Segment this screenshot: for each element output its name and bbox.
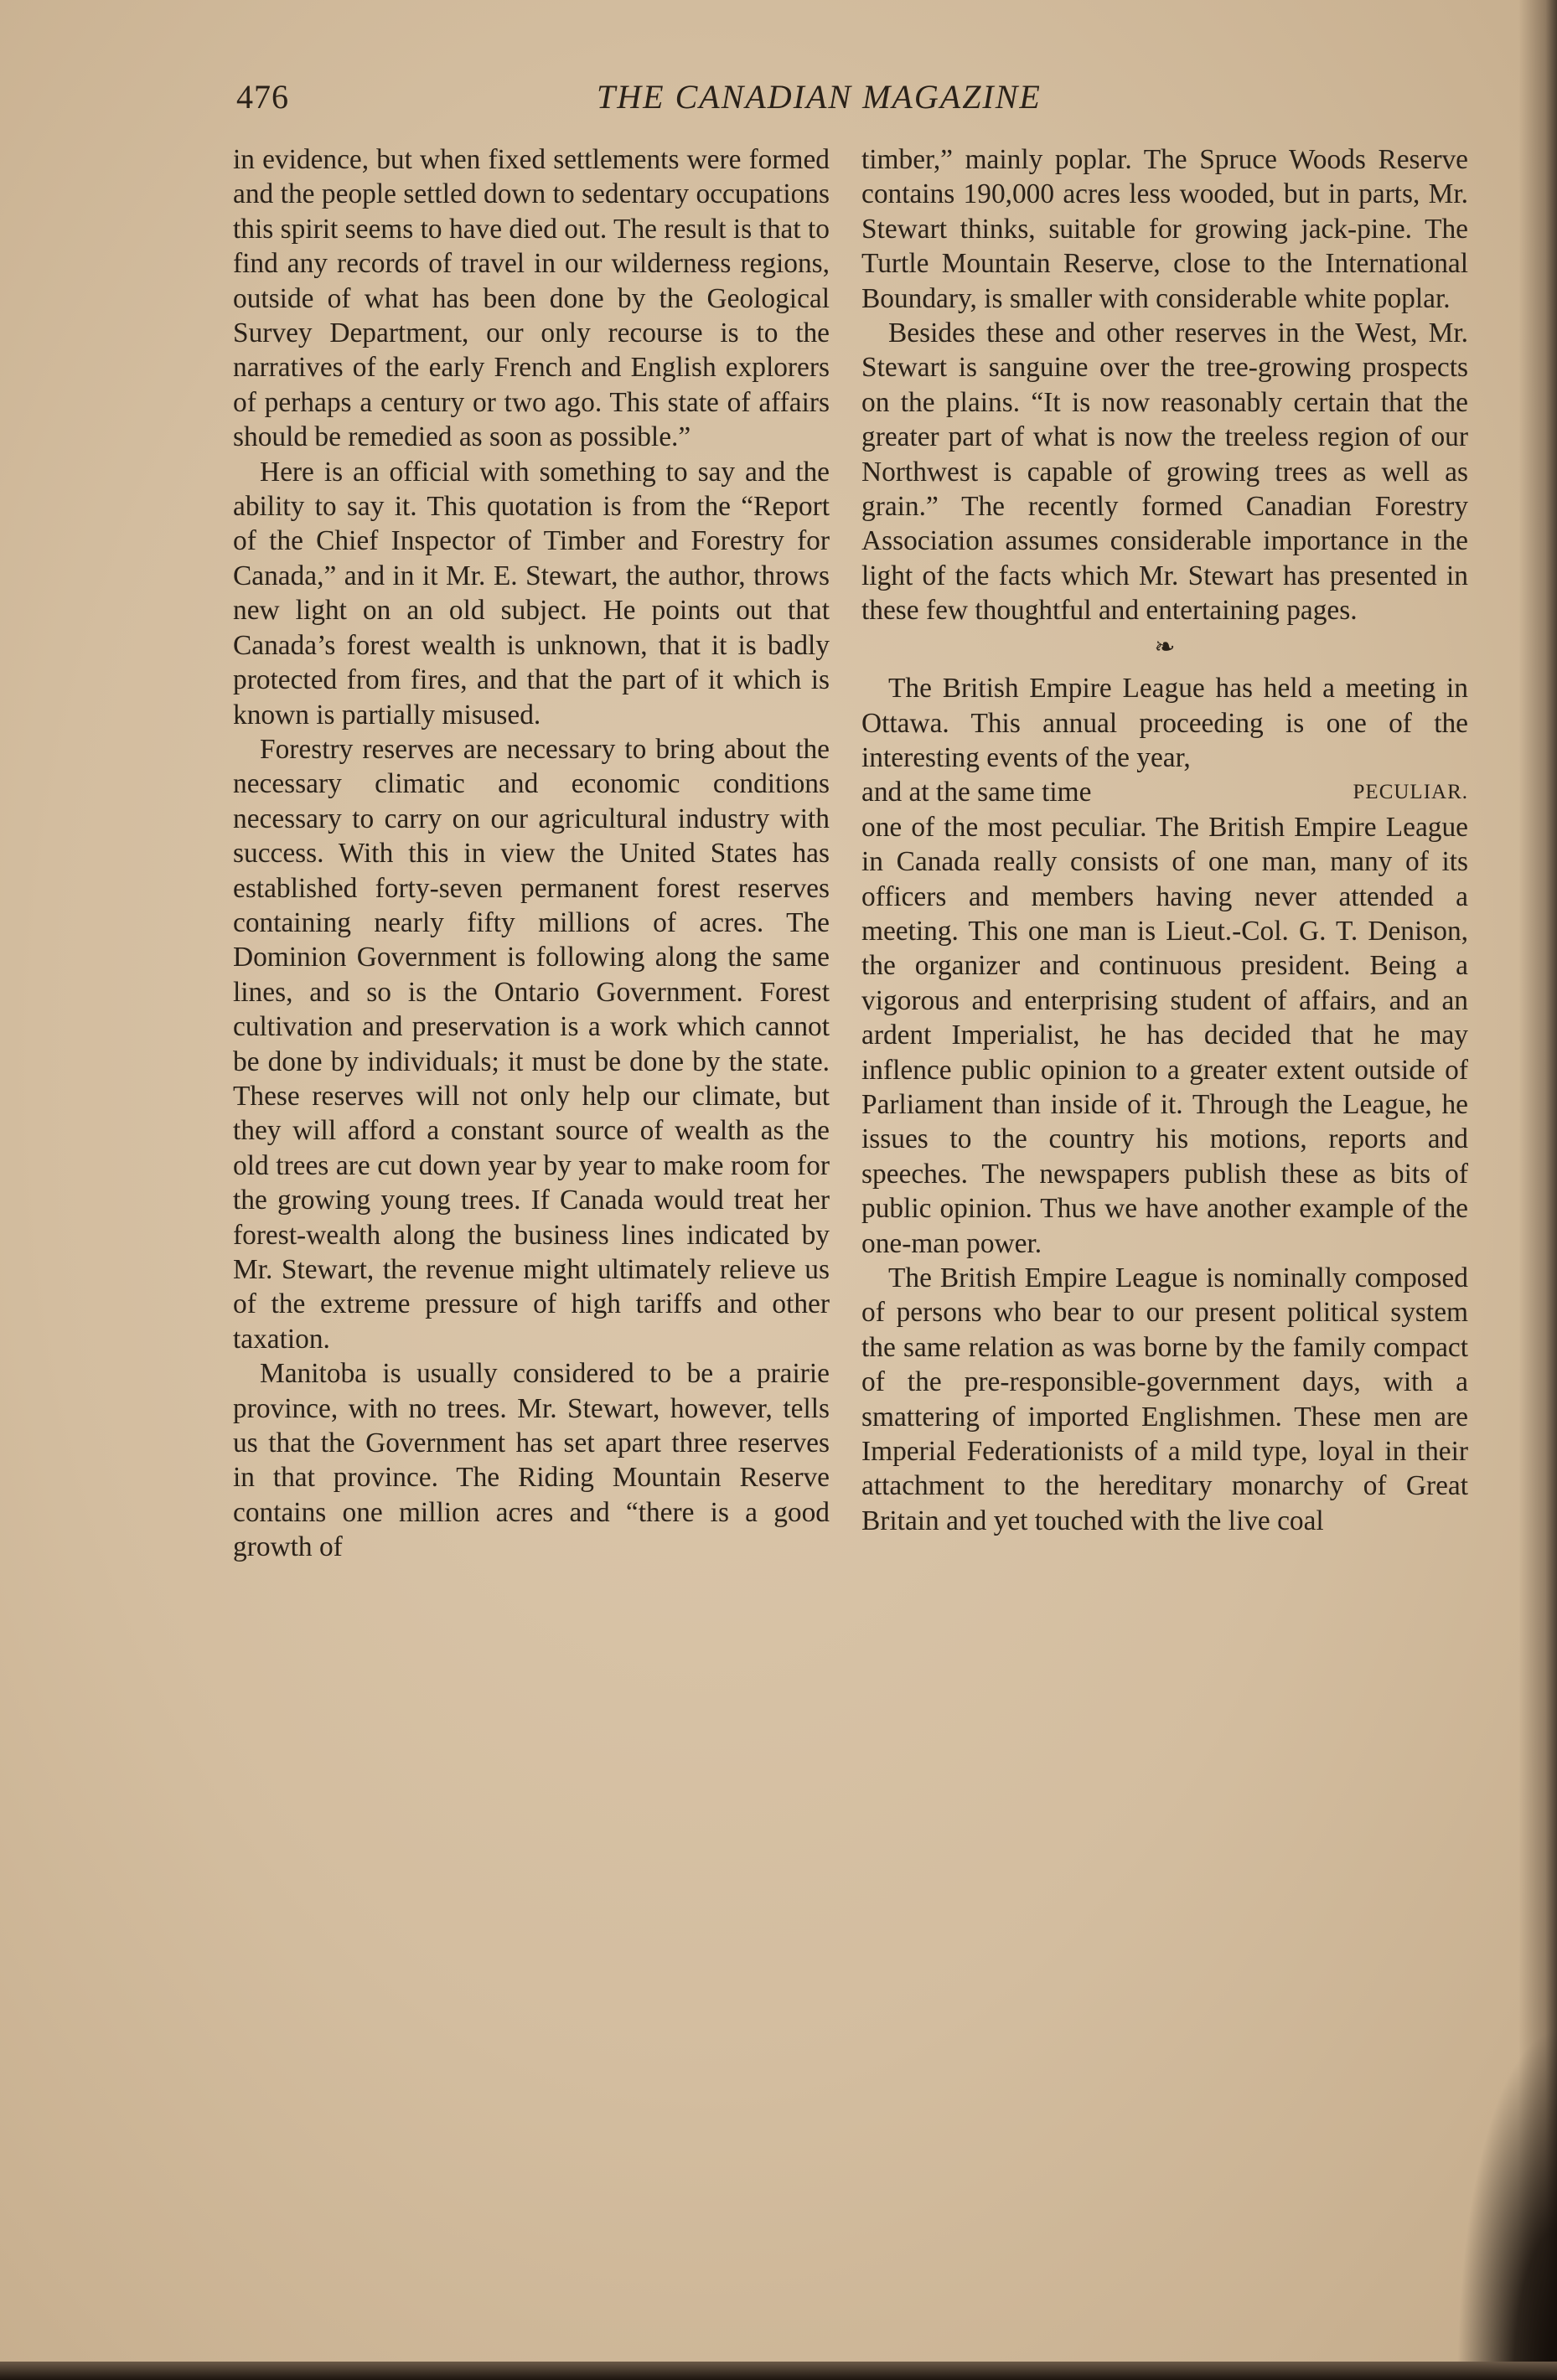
running-title: THE CANADIAN MAGAZINE [597,78,1042,116]
page-number: 476 [236,78,289,116]
margin-sidenote: PECULIAR. [1353,781,1468,804]
paragraph: Manitoba is usually considered to be a prairie province, with no trees. Mr. Stewart, however, tells us that the Government has set apart three reserves in that province. The Riding Mountain Reserve contains one million acres and “there is a good growth of [233,1358,830,1563]
sidenote-line [861,775,1468,809]
paragraph: Besides these and other reserves in the West, Mr. Stewart is sanguine over the tree-growing prospects on the plains. “It is now reasonably certain that the greater part of what is now the treeless region of our Northwest is capable of growing trees as well as grain.” The recently formed Canadian Forestry Association assumes considerable importance in the light of the facts which Mr. Stewart has presented in these few thoughtful and entertaining pages. [861,318,1468,627]
paragraph: The British Empire League is nominally composed of persons who bear to our present political system the same relation as was borne by the family compact of the pre-responsible-government days, with a smattering of imported Englishmen. These men are Imperial Federationists of a mild type, loyal in their attachment to the hereditary monarchy of Great Britain and yet touched with the live coal [861,1262,1468,1536]
section-ornament: ❧ [1154,632,1176,661]
paragraph: timber,” mainly poplar. The Spruce Woods Reserve contains 190,000 acres less wooded, but in parts, Mr. Stewart thinks, suitable for growing jack-pine. The Turtle Mountain Reserve, close to the International Boundary, is smaller with considerable white poplar. [861,144,1468,314]
paragraph: in evidence, but when fixed settlements were formed and the people settled down to sedentary occupations this spirit seems to have died out. The result is that to find any records of travel in our wilderness regions, outside of what has been done by the Geological Survey Department, our only recourse is to the narratives of the early French and English explorers of perhaps a century or two ago. This state of affairs should be remedied as soon as possible.” [233,144,830,453]
paragraph: The British Empire League has held a meeting in Ottawa. This annual proceeding is one of the interesting events of the year, [861,673,1468,773]
paragraph: Here is an official with something to say and the ability to say it. This quotation is from the “Report of the Chief Inspector of Timber and Forestry for Canada,” and in it Mr. E. Stewart, the author, throws new light on an old subject. He points out that Canada’s forest wealth is unknown, that it is badly protected from fires, and that the part of it which is known is partially misused. [233,456,830,731]
running-header [236,77,1435,127]
page-bottom-edge [0,2362,1557,2380]
left-column [233,142,830,1565]
page-edge-shadow [1518,0,1557,2380]
right-column [861,142,1468,1538]
corner-shadow [1456,2028,1557,2380]
paragraph: Forestry reserves are necessary to bring about the necessary climatic and economic conditions necessary to carry on our agricultural industry with success. With this in view the United States has established forty-seven permanent forest reserves containing nearly fifty millions of acres. The Dominion Government is following along the same lines, and so is the Ontario Government. Forest cultivation and preservation is a work which cannot be done by individuals; it must be done by the state. These reserves will not only help our climate, but they will afford a constant source of wealth as the old trees are cut down year by year to make room for the growing young trees. If Canada would treat her forest-wealth along the business lines indicated by Mr. Stewart, the revenue might ultimately relieve us of the extreme pressure of high tariffs and other taxation. [233,733,830,1355]
paragraph: one of the most peculiar. The British Empire League in Canada really consists of one man, many of its officers and members having never attended a meeting. This one man is Lieut.-Col. G. T. Denison, the organizer and continuous president. Being a vigorous and enterprising student of affairs, and an ardent Imperialist, he has decided that he may inflence public opinion to a greater extent outside of Parliament than inside of it. Through the League, he issues to the country his motions, reports and speeches. The newspapers publish these as bits of public opinion. Thus we have another example of the one-man power. [861,811,1468,1259]
paragraph-line: and at the same time [861,777,1092,808]
